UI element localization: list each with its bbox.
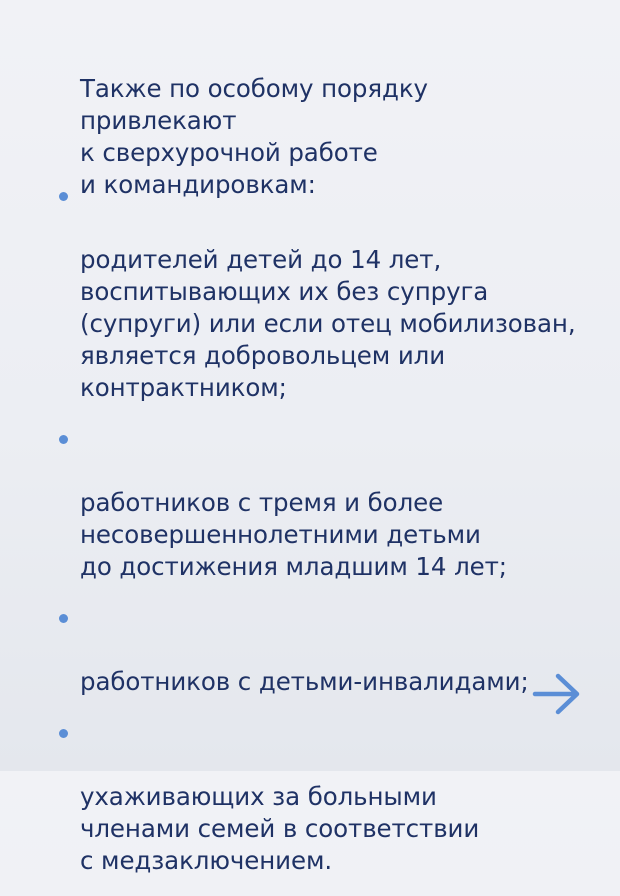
list-item-text: работников с детьми-инвалидами; [80, 667, 529, 696]
next-slide-button[interactable] [532, 672, 582, 716]
list-item [56, 423, 596, 583]
list-item [56, 180, 596, 404]
bullet-dot-icon [59, 729, 68, 738]
list-item [56, 717, 596, 877]
list-item-text: ухаживающих за больными членами семей в соответствии с медзаключением. [80, 782, 480, 875]
list-item-text: родителей детей до 14 лет, воспитывающих их без супруга (супруги) или если отец мобилизован, является добровольцем или контрактником; [80, 245, 576, 402]
intro-text: Также по особому порядку привлекают к сверхурочной работе и командировкам: [80, 74, 428, 199]
bullet-dot-icon [59, 435, 68, 444]
bullet-list [56, 180, 596, 896]
arrow-right-icon [532, 672, 582, 716]
bullet-dot-icon [59, 192, 68, 201]
list-item-text: работников с тремя и более несовершеннолетними детьми до достижения младшим 14 лет; [80, 488, 507, 581]
bullet-dot-icon [59, 614, 68, 623]
list-item [56, 602, 596, 698]
